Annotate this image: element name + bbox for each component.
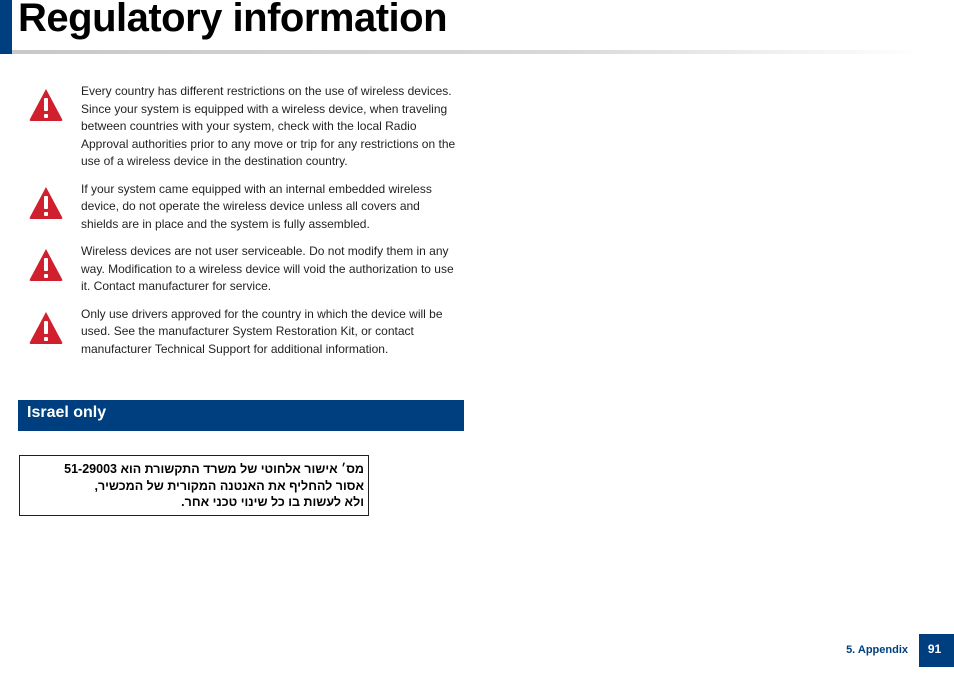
warning-triangle-icon <box>28 87 64 123</box>
page-number: 91 <box>927 642 942 656</box>
page-number-badge <box>919 634 954 667</box>
page-title: Regulatory information <box>18 0 448 40</box>
warning-item <box>28 243 468 296</box>
warning-item <box>28 181 468 234</box>
notice-line: אסור להחליף את האנטנה המקורית של המכשיר, <box>94 478 364 493</box>
warning-item <box>28 83 468 171</box>
notice-line: מס׳ אישור אלחוטי של משרד התקשורת הוא 51-29003 <box>64 462 364 476</box>
warning-text: Only use drivers approved for the country in which the device will be used. See the manufacturer System Restoration Kit, or contact manufacturer Technical Support for additional information. <box>81 306 443 356</box>
section-header <box>18 400 464 431</box>
title-accent-bar <box>0 0 12 54</box>
warning-text: Every country has different restrictions on the use of wireless devices. Since your system is equipped with a wireless device, when traveling between countries with your system, check with the local Radio Approval authorities prior to any move or trip for any restrictions on the use of a wireless device in the destination country. <box>81 84 456 168</box>
warning-text: If your system came equipped with an internal embedded wireless device, do not operate the wireless device unless all covers and shields are in place and the system is fully assembled. <box>81 181 432 231</box>
warning-triangle-icon <box>28 247 64 283</box>
section-title: Israel only <box>27 404 107 421</box>
israel-notice-box <box>19 455 369 516</box>
warning-item <box>28 306 468 359</box>
footer-section-label: 5. Appendix <box>846 644 908 656</box>
warning-triangle-icon <box>28 310 64 346</box>
warning-list <box>28 83 468 368</box>
warning-triangle-icon <box>28 185 64 221</box>
notice-line: ולא לעשות בו כל שינוי טכני אחר. <box>181 495 364 509</box>
title-rule <box>12 50 922 54</box>
warning-text: Wireless devices are not user serviceable. Do not modify them in any way. Modification to a wireless device will void the authorization to use it. Contact manufacturer for service. <box>81 244 454 293</box>
